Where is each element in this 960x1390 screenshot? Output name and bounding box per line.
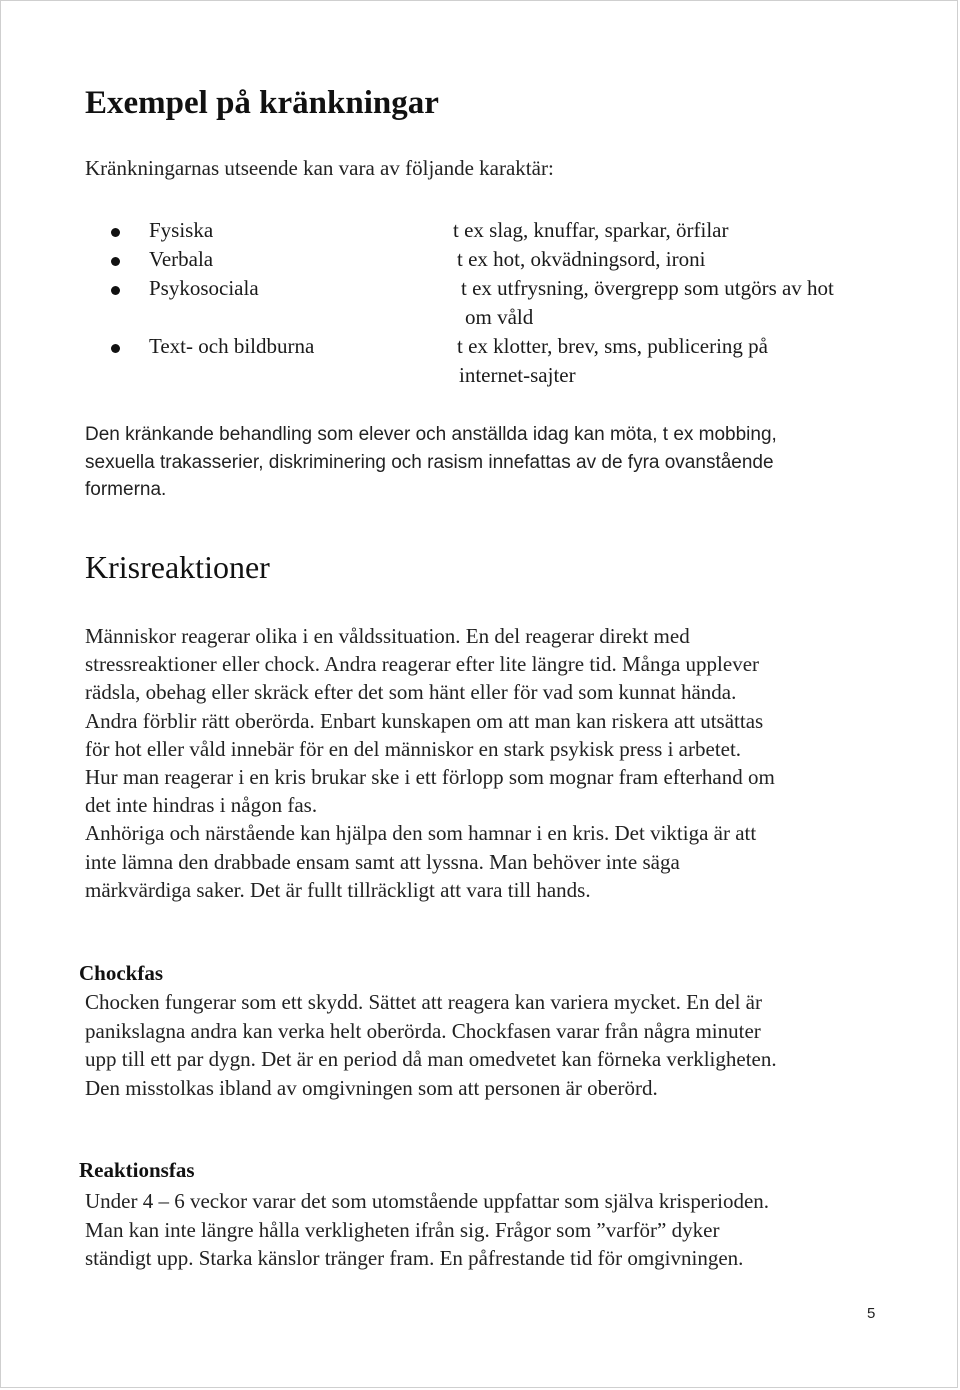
list-item <box>111 216 911 245</box>
paragraph-line: det inte hindras i någon fas. <box>85 793 318 818</box>
page-number: 5 <box>867 1305 876 1322</box>
paragraph-line: Den misstolkas ibland av omgivningen som att personen är oberörd. <box>85 1075 658 1100</box>
paragraph-line: Andra förblir rätt oberörda. Enbart kunskapen om att man kan riskera att utsättas <box>85 708 764 733</box>
paragraph-line: Chocken fungerar som ett skydd. Sättet att reagera kan variera mycket. En del är <box>85 990 762 1014</box>
list-item-continuation <box>111 303 911 332</box>
bullet-term: Psykosociala <box>149 276 259 300</box>
bullet-desc: t ex slag, knuffar, sparkar, örfilar <box>453 218 729 242</box>
paragraph-line: sexuella trakasserier, diskriminering och rasism innefattas av de fyra ovanstående <box>85 451 774 473</box>
list-item-continuation <box>111 361 911 390</box>
paragraph-line: Den kränkande behandling som elever och anställda idag kan möta, t ex mobbing, <box>85 424 777 445</box>
bullet-desc: t ex utfrysning, övergrepp som utgörs av hot <box>461 276 834 300</box>
paragraph-line: inte lämna den drabbade ensam samt att lyssna. Man behöver inte säga <box>85 849 680 874</box>
bullet-term: Fysiska <box>149 218 214 242</box>
list-item <box>111 245 911 274</box>
bullet-term: Text- och bildburna <box>149 334 315 358</box>
paragraph-line: rädsla, obehag eller skräck efter det som hänt eller för vad som kunnat hända. <box>85 680 737 705</box>
paragraph-line: formerna. <box>85 479 167 500</box>
paragraph-behavior <box>85 421 905 504</box>
bullet-icon <box>111 344 120 353</box>
bullet-icon <box>111 257 120 266</box>
bullet-list <box>111 216 911 390</box>
bullet-term: Verbala <box>149 247 214 271</box>
paragraph-reaktionsfas <box>85 1187 915 1273</box>
bullet-icon <box>111 286 120 295</box>
subheading-reaktionsfas: Reaktionsfas <box>79 1158 195 1182</box>
paragraph-line: stressreaktioner eller chock. Andra reagerar efter lite längre tid. Många upplever <box>85 652 760 677</box>
paragraph-crisis <box>85 622 915 904</box>
subheading-chockfas: Chockfas <box>79 961 164 985</box>
page-title: Exempel på kränkningar <box>85 85 439 121</box>
paragraph-chockfas <box>85 988 915 1102</box>
intro-text: Kränkningarnas utseende kan vara av följande karaktär: <box>85 156 554 180</box>
paragraph-line: Anhöriga och närstående kan hjälpa den som hamnar i en kris. Det viktiga är att <box>85 821 757 846</box>
paragraph-line: Man kan inte längre hålla verkligheten ifrån sig. Frågor som ”varför” dyker <box>85 1217 720 1242</box>
bullet-desc: om våld <box>465 305 534 329</box>
list-item <box>111 332 911 361</box>
paragraph-line: Människor reagerar olika i en våldssituation. En del reagerar direkt med <box>85 624 690 648</box>
list-item <box>111 274 911 303</box>
paragraph-line: panikslagna andra kan verka helt oberörda. Chockfasen varar från några minuter <box>85 1018 761 1043</box>
bullet-desc: t ex hot, okvädningsord, ironi <box>457 247 706 271</box>
bullet-desc: internet-sajter <box>459 363 576 387</box>
paragraph-line: ständigt upp. Starka känslor tränger fram. En påfrestande tid för omgivningen. <box>85 1246 744 1270</box>
bullet-icon <box>111 228 120 237</box>
paragraph-line: för hot eller våld innebär för en del människor en stark psykisk press i arbetet. <box>85 736 742 761</box>
paragraph-line: upp till ett par dygn. Det är en period då man omedvetet kan förneka verkligheten. <box>85 1047 777 1071</box>
paragraph-line: Under 4 – 6 veckor varar det som utomstående uppfattar som själva krisperioden. <box>85 1189 770 1213</box>
paragraph-line: Hur man reagerar i en kris brukar ske i ett förlopp som mognar fram efterhand om <box>85 765 775 790</box>
bullet-desc: t ex klotter, brev, sms, publicering på <box>457 334 768 358</box>
section-heading: Krisreaktioner <box>85 549 270 585</box>
paragraph-line: märkvärdiga saker. Det är fullt tillräckligt att vara till hands. <box>85 877 591 902</box>
